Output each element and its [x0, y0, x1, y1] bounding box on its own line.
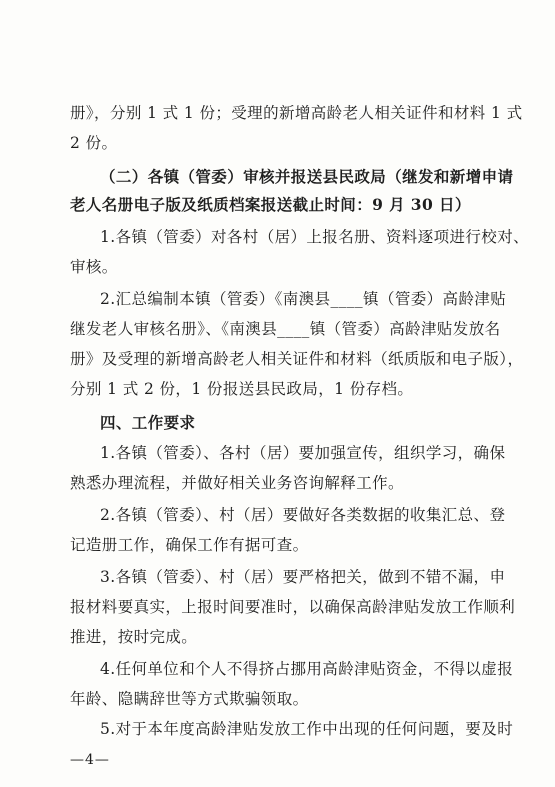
text-line: 审核。	[70, 258, 118, 276]
section-heading: 四、工作要求	[100, 413, 196, 432]
text-line: 1.各镇（管委）对各村（居）上报名册、资料逐项进行校对、	[100, 228, 529, 246]
text-line: 3.各镇（管委）、村（居）要严格把关，做到不错不漏，申	[100, 568, 506, 586]
text-line: 2 份。	[70, 134, 118, 152]
text-line: 分别 1 式 2 份，1 份报送县民政局，1 份存档。	[70, 380, 414, 398]
text-line: 记造册工作，确保工作有据可查。	[70, 536, 309, 554]
text-line: 年龄、隐瞒辞世等方式欺骗领取。	[70, 690, 309, 708]
text-line: 册》，分别 1 式 1 份；受理的新增高龄老人相关证件和材料 1 式	[70, 104, 523, 122]
text-line: 2.汇总编制本镇（管委）《南澳县____镇（管委）高龄津贴	[100, 290, 507, 308]
section-heading-cont: 老人名册电子版及纸质档案报送截止时间：9 月 30 日）	[70, 195, 471, 214]
text-line: 推进，按时完成。	[70, 628, 198, 646]
text-line: 4.任何单位和个人不得挤占挪用高龄津贴资金，不得以虚报	[100, 660, 514, 678]
text-line: 2.各镇（管委）、村（居）要做好各类数据的收集汇总、登	[100, 506, 506, 524]
text-line: 5.对于本年度高龄津贴发放工作中出现的任何问题，要及时	[100, 720, 514, 738]
page-number: —4—	[70, 752, 110, 768]
text-line: 报材料要真实，上报时间要准时，以确保高龄津贴发放工作顺利	[70, 598, 516, 616]
text-line: 册》及受理的新增高龄老人相关证件和材料（纸质版和电子版），	[70, 350, 524, 368]
section-heading: （二）各镇（管委）审核并报送县民政局（继发和新增申请	[100, 167, 514, 186]
text-line: 熟悉办理流程，并做好相关业务咨询解释工作。	[70, 474, 404, 492]
text-line: 继发老人审核名册》、《南澳县____镇（管委）高龄津贴发放名	[70, 320, 501, 338]
text-line: 1.各镇（管委）、各村（居）要加强宣传，组织学习，确保	[100, 444, 506, 462]
